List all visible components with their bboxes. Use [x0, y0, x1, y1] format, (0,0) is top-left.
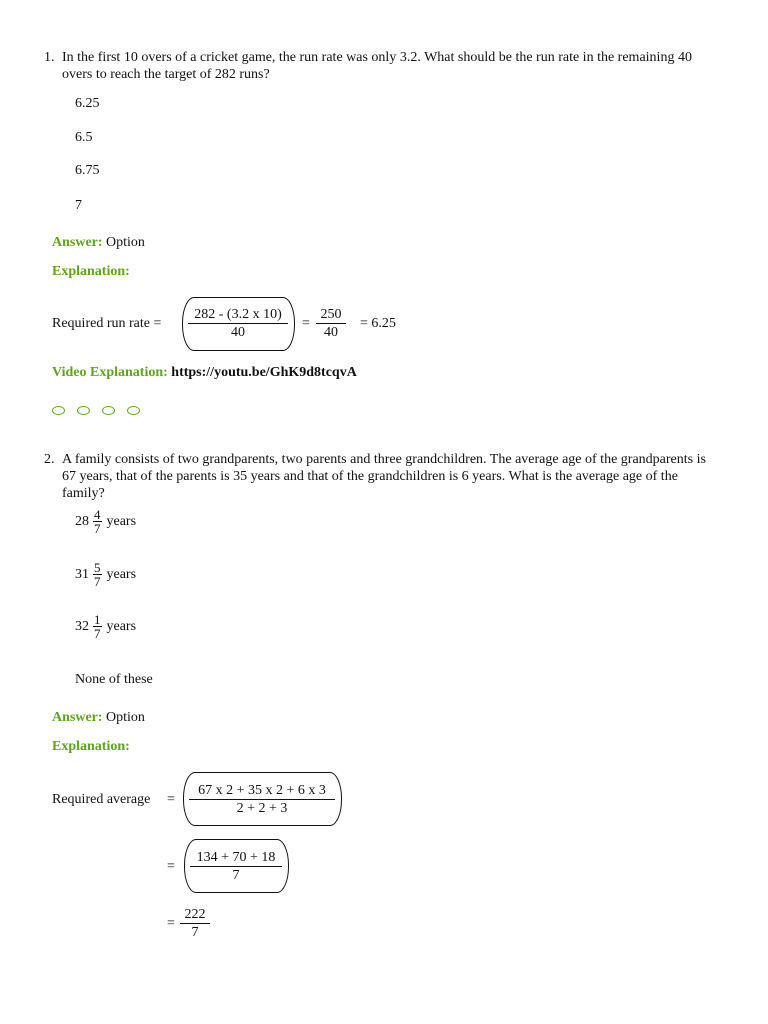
q2-formula-equals-1: =	[167, 792, 175, 807]
q2-answer-value: Option	[106, 710, 145, 725]
q2-option-a-whole: 28	[75, 514, 89, 529]
q2-formula-lhs: Required average	[52, 792, 151, 807]
q2-step2-fraction	[191, 849, 281, 884]
q1-formula-fraction-1	[189, 306, 287, 341]
q1-answer	[52, 234, 145, 251]
q2-step3-denominator: 7	[180, 923, 210, 941]
q2-option-a-numerator: 4	[94, 507, 101, 522]
q1-video-label: Video Explanation:	[52, 365, 168, 380]
q2-step3-numerator: 222	[184, 907, 206, 922]
q1-frac2-denominator: 40	[316, 323, 346, 341]
question-1-text: In the first 10 overs of a cricket game, the run rate was only 3.2. What should be the run rate in the remaining 40 overs to reach the target of 282 runs?	[62, 50, 692, 82]
q2-option-b-whole: 31	[75, 567, 89, 582]
q1-option-c[interactable]: 6.75	[75, 163, 100, 178]
q2-explanation-label: Explanation:	[52, 739, 130, 754]
q2-step1-denominator: 2 + 2 + 3	[189, 799, 335, 817]
q2-step2-denominator: 7	[190, 866, 282, 884]
q1-explanation-label: Explanation:	[52, 264, 130, 279]
q2-option-a-denominator: 7	[94, 521, 101, 536]
q1-formula-lhs: Required run rate =	[52, 316, 162, 331]
q1-option-radios	[52, 406, 140, 415]
q2-step1-fraction	[190, 782, 334, 817]
q2-option-c-whole: 32	[75, 619, 89, 634]
q1-frac1-denominator: 40	[188, 323, 288, 341]
radio-d-icon[interactable]	[127, 406, 140, 415]
q1-answer-value: Option	[106, 235, 145, 250]
q2-option-a-unit: years	[106, 514, 137, 529]
q2-option-d[interactable]: None of these	[75, 672, 153, 687]
q2-option-b-denominator: 7	[94, 574, 101, 589]
q2-option-a[interactable]	[75, 508, 136, 535]
radio-c-icon[interactable]	[102, 406, 115, 415]
q2-step3-fraction	[181, 906, 209, 941]
q1-formula-fraction-2	[317, 306, 345, 341]
q1-option-a[interactable]: 6.25	[75, 96, 100, 111]
radio-a-icon[interactable]	[52, 406, 65, 415]
q2-option-b-numerator: 5	[94, 560, 101, 575]
q1-option-d[interactable]: 7	[75, 198, 82, 213]
q1-formula-equals: =	[302, 316, 310, 331]
q2-option-b[interactable]	[75, 561, 136, 588]
q2-option-b-unit: years	[106, 567, 137, 582]
q1-option-b[interactable]: 6.5	[75, 130, 93, 145]
q2-option-c[interactable]	[75, 613, 136, 640]
q1-formula-result: = 6.25	[360, 316, 396, 331]
q2-option-c-unit: years	[106, 619, 137, 634]
q2-option-c-numerator: 1	[94, 612, 101, 627]
question-1-number: 1.	[44, 50, 55, 65]
radio-b-icon[interactable]	[77, 406, 90, 415]
question-2-number: 2.	[44, 452, 55, 467]
q1-answer-label: Answer:	[52, 235, 103, 250]
q2-answer	[52, 709, 145, 726]
q1-frac2-numerator: 250	[320, 307, 342, 322]
q2-formula-equals-2: =	[167, 859, 175, 874]
q1-frac1-numerator: 282 - (3.2 x 10)	[194, 307, 282, 322]
q2-answer-label: Answer:	[52, 710, 103, 725]
question-2-text: A family consists of two grandparents, two parents and three grandchildren. The average age of the grandparents is 67 years, that of the parents is 35 years and that of the grandchildren is 6 years. What is the average age of the family?	[62, 452, 706, 501]
q2-step1-numerator: 67 x 2 + 35 x 2 + 6 x 3	[198, 783, 326, 798]
q2-formula-equals-3: =	[167, 916, 175, 931]
q2-step2-numerator: 134 + 70 + 18	[196, 850, 276, 865]
q1-video-explanation	[52, 364, 357, 381]
q1-video-link[interactable]: https://youtu.be/GhK9d8tcqvA	[171, 365, 357, 380]
q2-option-c-denominator: 7	[94, 626, 101, 641]
